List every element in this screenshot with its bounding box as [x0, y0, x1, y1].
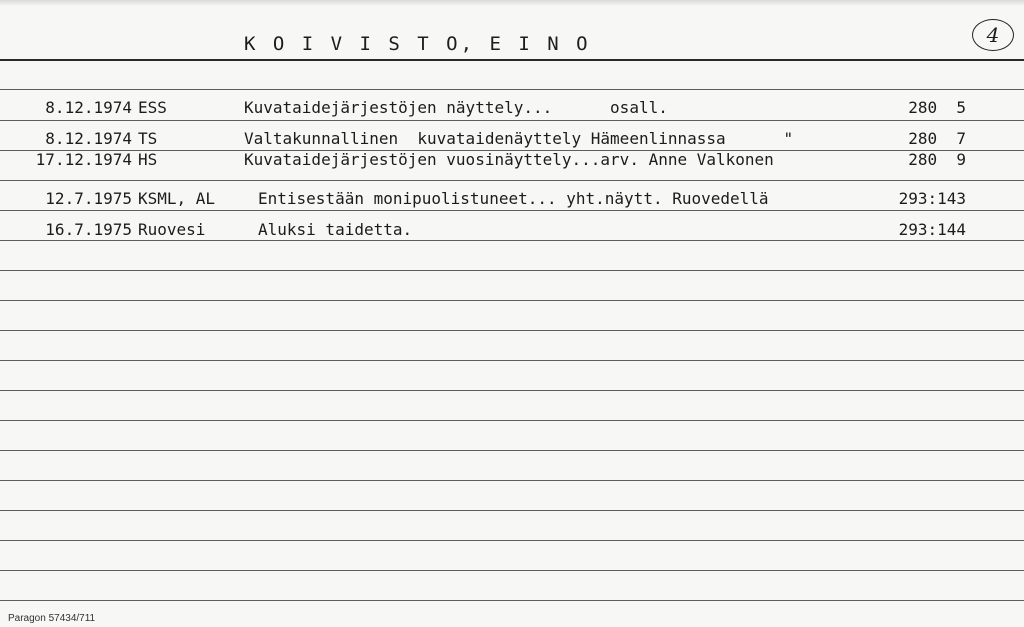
printer-footer: Paragon 57434/711	[8, 613, 96, 624]
ruled-line	[0, 540, 1024, 541]
card-title: K O I V I S T O, E I N O	[244, 33, 591, 55]
card-top-edge	[0, 0, 1024, 6]
entry-description: Aluksi taidetta.	[258, 220, 413, 239]
ruled-line	[0, 300, 1024, 301]
ruled-line	[0, 360, 1024, 361]
entry-row	[0, 98, 1024, 122]
entry-date: 16.7.1975	[45, 220, 132, 239]
entry-reference: 293:144	[898, 220, 966, 239]
entry-source: TS	[138, 129, 158, 148]
entry-source: Ruovesi	[138, 220, 206, 239]
entry-date: 17.12.1974	[35, 150, 132, 169]
ruled-line	[0, 510, 1024, 511]
entry-reference: 280 9	[908, 150, 966, 169]
entry-description: Valtakunnallinen kuvataidenäyttely Hämeenlinnassa "	[244, 129, 794, 148]
ruled-line	[0, 330, 1024, 331]
entry-source: ESS	[138, 98, 167, 117]
entry-reference: 293:143	[898, 189, 966, 208]
entry-source: KSML, AL	[138, 189, 216, 208]
entry-reference: 280 5	[908, 98, 966, 117]
entry-date: 12.7.1975	[45, 189, 132, 208]
card-number-circle: 4	[972, 19, 1014, 51]
entry-description: Kuvataidejärjestöjen vuosinäyttely...arv. Anne Valkonen	[244, 150, 774, 169]
entry-row	[0, 189, 1024, 213]
ruled-line	[0, 480, 1024, 481]
entry-date: 8.12.1974	[45, 98, 132, 117]
entry-row	[0, 220, 1024, 244]
entry-description: Kuvataidejärjestöjen näyttely... osall.	[244, 98, 668, 117]
entry-description: Entisestään monipuolistuneet... yht.näytt. Ruovedellä	[258, 189, 769, 208]
ruled-line	[0, 420, 1024, 421]
entry-reference: 280 7	[908, 129, 966, 148]
ruled-line	[0, 450, 1024, 451]
ruled-line	[0, 270, 1024, 271]
ruled-line	[0, 89, 1024, 90]
ruled-line	[0, 180, 1024, 181]
entry-row	[0, 150, 1024, 174]
entry-date: 8.12.1974	[45, 129, 132, 148]
ruled-line	[0, 390, 1024, 391]
entry-source: HS	[138, 150, 158, 169]
ruled-line	[0, 600, 1024, 601]
ruled-line	[0, 570, 1024, 571]
header-rule	[0, 59, 1024, 61]
